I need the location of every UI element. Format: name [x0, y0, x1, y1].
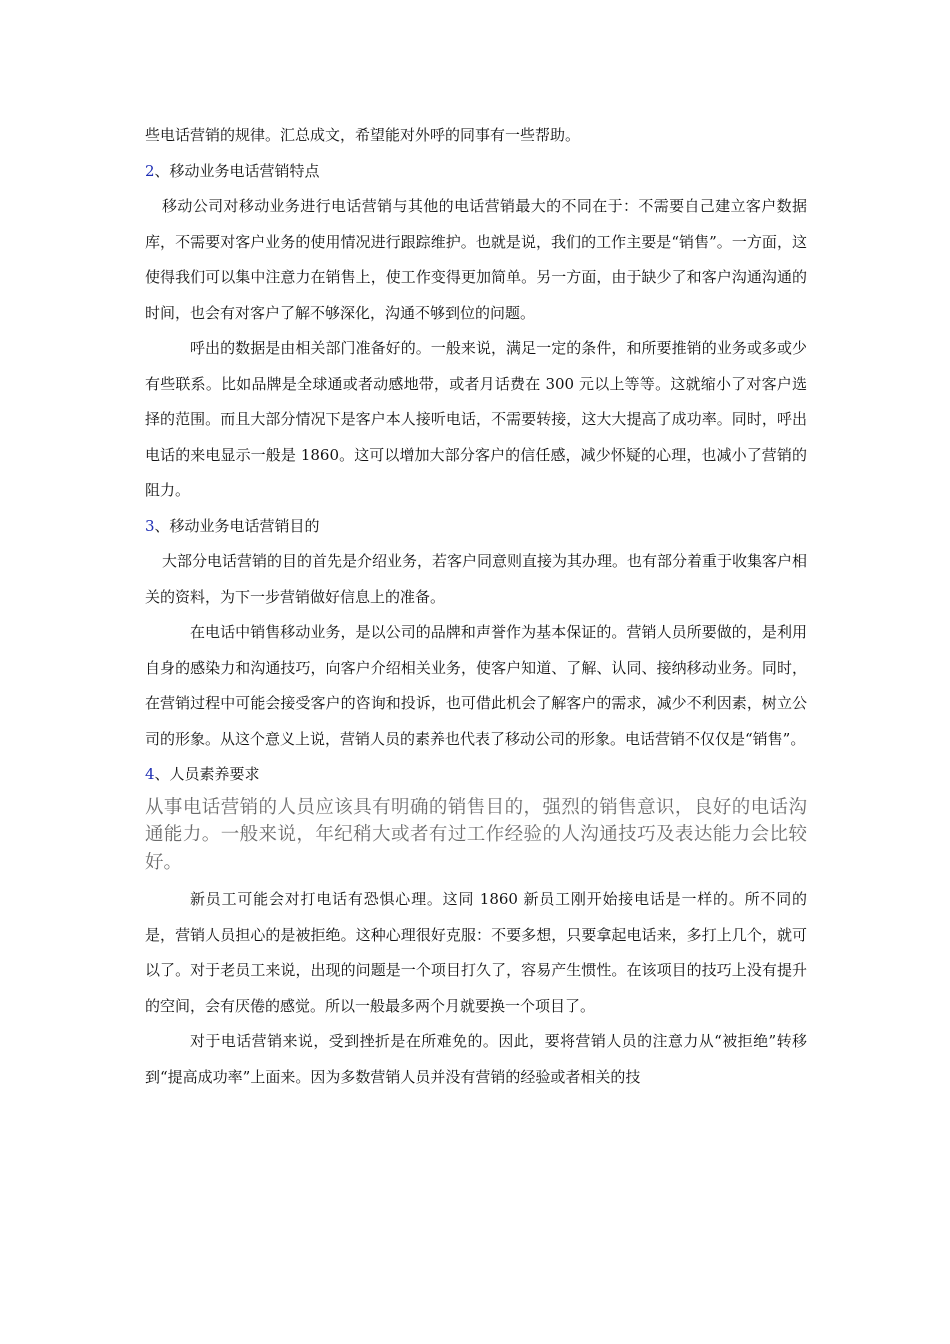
document-page [145, 118, 807, 1095]
section-number: 3 [145, 516, 155, 535]
section-heading-4 [145, 757, 807, 793]
section-number: 2 [145, 161, 155, 180]
paragraph-intro-tail: 些电话营销的规律。汇总成文，希望能对外呼的同事有一些帮助。 [145, 126, 581, 144]
section-heading-3 [145, 509, 807, 545]
section-title: 、人员素养要求 [154, 765, 260, 783]
paragraph-4a-gray: 从事电话营销的人员应该具有明确的销售目的，强烈的销售意识，良好的电话沟通能力。一般来说，年纪稍大或者有过工作经验的人沟通技巧及表达能力会比较好。 [145, 796, 807, 873]
paragraph-2b: 呼出的数据是由相关部门准备好的。一般来说，满足一定的条件，和所要推销的业务或多或少有些联系。比如品牌是全球通或者动感地带，或者月话费在 300 元以上等等。这就缩小了对客户选择的范围。而且大部分情况下是客户本人接听电话，不需要转接，这大大提高了成功率。同时，呼出电话的来电显示一般是 1860。这可以增加大部分客户的信任感，减少怀疑的心理，也减小了营销的阻力。 [145, 339, 807, 499]
section-number: 4 [145, 765, 155, 783]
paragraph-3a: 大部分电话营销的目的首先是介绍业务，若客户同意则直接为其办理。也有部分着重于收集客户相关的资料，为下一步营销做好信息上的准备。 [145, 552, 808, 606]
paragraph-4c: 对于电话营销来说，受到挫折是在所难免的。因此，要将营销人员的注意力从“被拒绝”转移到“提高成功率”上面来。因为多数营销人员并没有营销的经验或者相关的技 [145, 1032, 807, 1086]
section-title: 、移动业务电话营销特点 [154, 161, 320, 180]
section-heading-2 [145, 154, 807, 190]
section-title: 、移动业务电话营销目的 [154, 516, 320, 535]
paragraph-3b: 在电话中销售移动业务，是以公司的品牌和声誉作为基本保证的。营销人员所要做的，是利用自身的感染力和沟通技巧，向客户介绍相关业务，使客户知道、了解、认同、接纳移动业务。同时，在营销过程中可能会接受客户的咨询和投诉，也可借此机会了解客户的需求，减少不利因素，树立公司的形象。从这个意义上说，营销人员的素养也代表了移动公司的形象。电话营销不仅仅是“销售”。 [145, 623, 807, 748]
paragraph-4b: 新员工可能会对打电话有恐惧心理。这同 1860 新员工刚开始接电话是一样的。所不同的是，营销人员担心的是被拒绝。这种心理很好克服：不要多想，只要拿起电话来，多打上几个，就可以了。对于老员工来说，出现的问题是一个项目打久了，容易产生惯性。在该项目的技巧上没有提升的空间，会有厌倦的感觉。所以一般最多两个月就要换一个项目了。 [145, 890, 807, 1015]
paragraph-2a: 移动公司对移动业务进行电话营销与其他的电话营销最大的不同在于：不需要自己建立客户数据库，不需要对客户业务的使用情况进行跟踪维护。也就是说，我们的工作主要是“销售”。一方面，这使得我们可以集中注意力在销售上，使工作变得更加简单。另一方面，由于缺少了和客户沟通沟通的时间，也会有对客户了解不够深化，沟通不够到位的问题。 [145, 197, 807, 322]
